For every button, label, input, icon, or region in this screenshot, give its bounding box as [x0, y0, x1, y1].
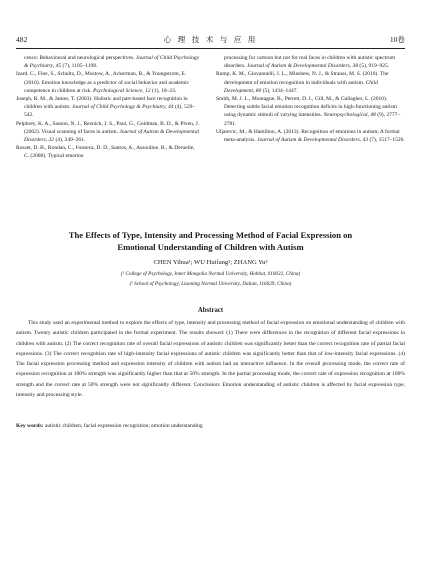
affiliation-1: (¹ College of Psychology, Inner Mongolia Normal University, Hohhot, 010022, China) — [120, 271, 301, 277]
reference-text: Pelphrey, K. A., Sasson, N. J., Reznick, J. S., Paul, G., Goldman, B. D., & Piven, J. (2002). Visual scanning of faces in autism. — [16, 120, 200, 135]
reference-text: cence; Behavioural and neurological perspectives. — [24, 55, 136, 61]
affiliation-2: (² School of Psychology, Liaoning Normal University, Dalian, 116029, China) — [129, 281, 292, 287]
title-line-1: The Effects of Type, Intensity and Processing Method of Facial Expression on — [68, 230, 353, 240]
reference-journal: Neuropsychological, 48 — [323, 112, 376, 119]
paper-title — [16, 229, 405, 253]
keywords-line — [16, 422, 405, 431]
author-list: CHEN Yihua¹; WU Huifang²; ZHANG Yu² — [153, 259, 268, 266]
reference-journal: Journal of Child Psychology & Psychiatry, 45 — [24, 55, 199, 70]
reference-pages: (5), 1434–1447. — [261, 87, 298, 94]
reference-text: Rump, K. M., Giovannelli, J. L., Minshew, N. J., & Strauss, M. S. (2010). The development of emotion recognition in individuals with autism. — [216, 71, 389, 86]
title-line-2: Emotional Understanding of Children with Autism — [117, 242, 304, 252]
header-rule — [16, 48, 405, 49]
reference-entry — [216, 54, 406, 70]
reference-pages: (4), 529–542. — [24, 104, 196, 119]
references-right-column — [216, 54, 406, 144]
running-header — [16, 34, 405, 46]
reference-journal: Child Development, 80 — [224, 79, 378, 94]
reference-pages: (7), 1185–1198. — [61, 63, 98, 70]
reference-entry — [216, 128, 406, 144]
reference-pages: (5), 919–925. — [357, 63, 390, 70]
abstract-text: This study used an experimental method to explore the effects of type, intensity and processing method of facial expression on emotional understanding of children with autism. Twenty autistic children participated in the formal experiment. The results showed: (1) There were differences in the recognition of different facial expressions in children with autism. (2) The correct recognition rate of overall facial expressions of autistic children was significantly better than the correct recognition rate of partial facial expressions. (3) The correct recognition rate of high-intensity facial expressions of autistic children was significantly better than that of low-intensity facial expressions. (4) The facial expression processing method and expression intensity of children with autism had an interactive influence. In the overall processing mode, the correct rate of expression recognition at 100% strength was significantly higher than that at 50% strength. In the partial processing mode, the correct rate of expression recognition at 100% strength and the correct rate at 50% strength were not significantly different. Conclusion: Emotion understanding of autistic children is affected by facial expression type, intensity and processing style. — [16, 320, 405, 399]
journal-name: 心 理 技 术 与 应 用 — [163, 35, 258, 44]
reference-entry — [216, 70, 406, 95]
reference-text: processing for cartoon but not for real faces in children with autistic spectrum disorders. — [224, 55, 396, 70]
volume-label: 10卷 — [389, 35, 405, 44]
abstract-heading: Abstract — [197, 307, 224, 314]
references-left-column — [16, 54, 200, 161]
reference-text: Izard, C., Fine, S., Schultz, D., Mostow, A., Ackerman, B., & Youngstrom, E. (2010). Emotion knowledge as a predictor of social behavior and academic competence in children at risk. — [16, 71, 190, 94]
reference-journal: Psychological Science, 12 — [93, 87, 151, 94]
keywords-text: autistic children; facial expression recognition; emotion understanding — [44, 423, 203, 429]
reference-entry — [16, 144, 200, 160]
reference-text: Rosset, D. B., Rondan, C., Fonseca, D. D., Santos, A., Assouline, B., & Deruelle, C. (2008). Typical emotion — [16, 145, 195, 160]
reference-text: Joseph, R. M., & James, T. (2003). Holistic and part-based face recognition in children with autism. — [16, 96, 188, 111]
reference-pages: (9), 2777–2781. — [224, 112, 401, 127]
reference-text: Uljarevic, M., & Hamilton, A. (2013). Recognition of emotions in autism; A formal meta-analysis. — [216, 128, 400, 144]
reference-journal: Journal of Autism & Developmental Disorders, 32 — [24, 128, 199, 144]
reference-pages: (7), 1517–1526. — [368, 137, 405, 144]
reference-text: Smith, M. J. L., Montagne, B., Perrett, D. I., Gill, M., & Gallagher, L. (2010). Detecting subtle facial emotion recognition deficits in high-functioning autism using dynamic stimuli of varying intensities. — [216, 96, 397, 119]
reference-pages: (1), 18–23. — [150, 87, 177, 94]
reference-entry — [16, 70, 200, 95]
reference-journal: Journal of Autism & Developmental Disorders, 38 — [246, 63, 358, 70]
reference-journal: Journal of Autism & Developmental Disorders, 43 — [257, 137, 369, 144]
reference-pages: (4), 249–261. — [54, 137, 86, 144]
reference-entry — [16, 95, 200, 120]
reference-entry — [216, 95, 406, 128]
reference-journal: Journal of Child Psychology & Psychiatry, 44 — [71, 104, 174, 111]
page-number: 482 — [16, 35, 28, 44]
reference-entry — [16, 120, 200, 145]
reference-entry — [16, 54, 200, 70]
keywords-label: Key words: — [16, 423, 44, 429]
